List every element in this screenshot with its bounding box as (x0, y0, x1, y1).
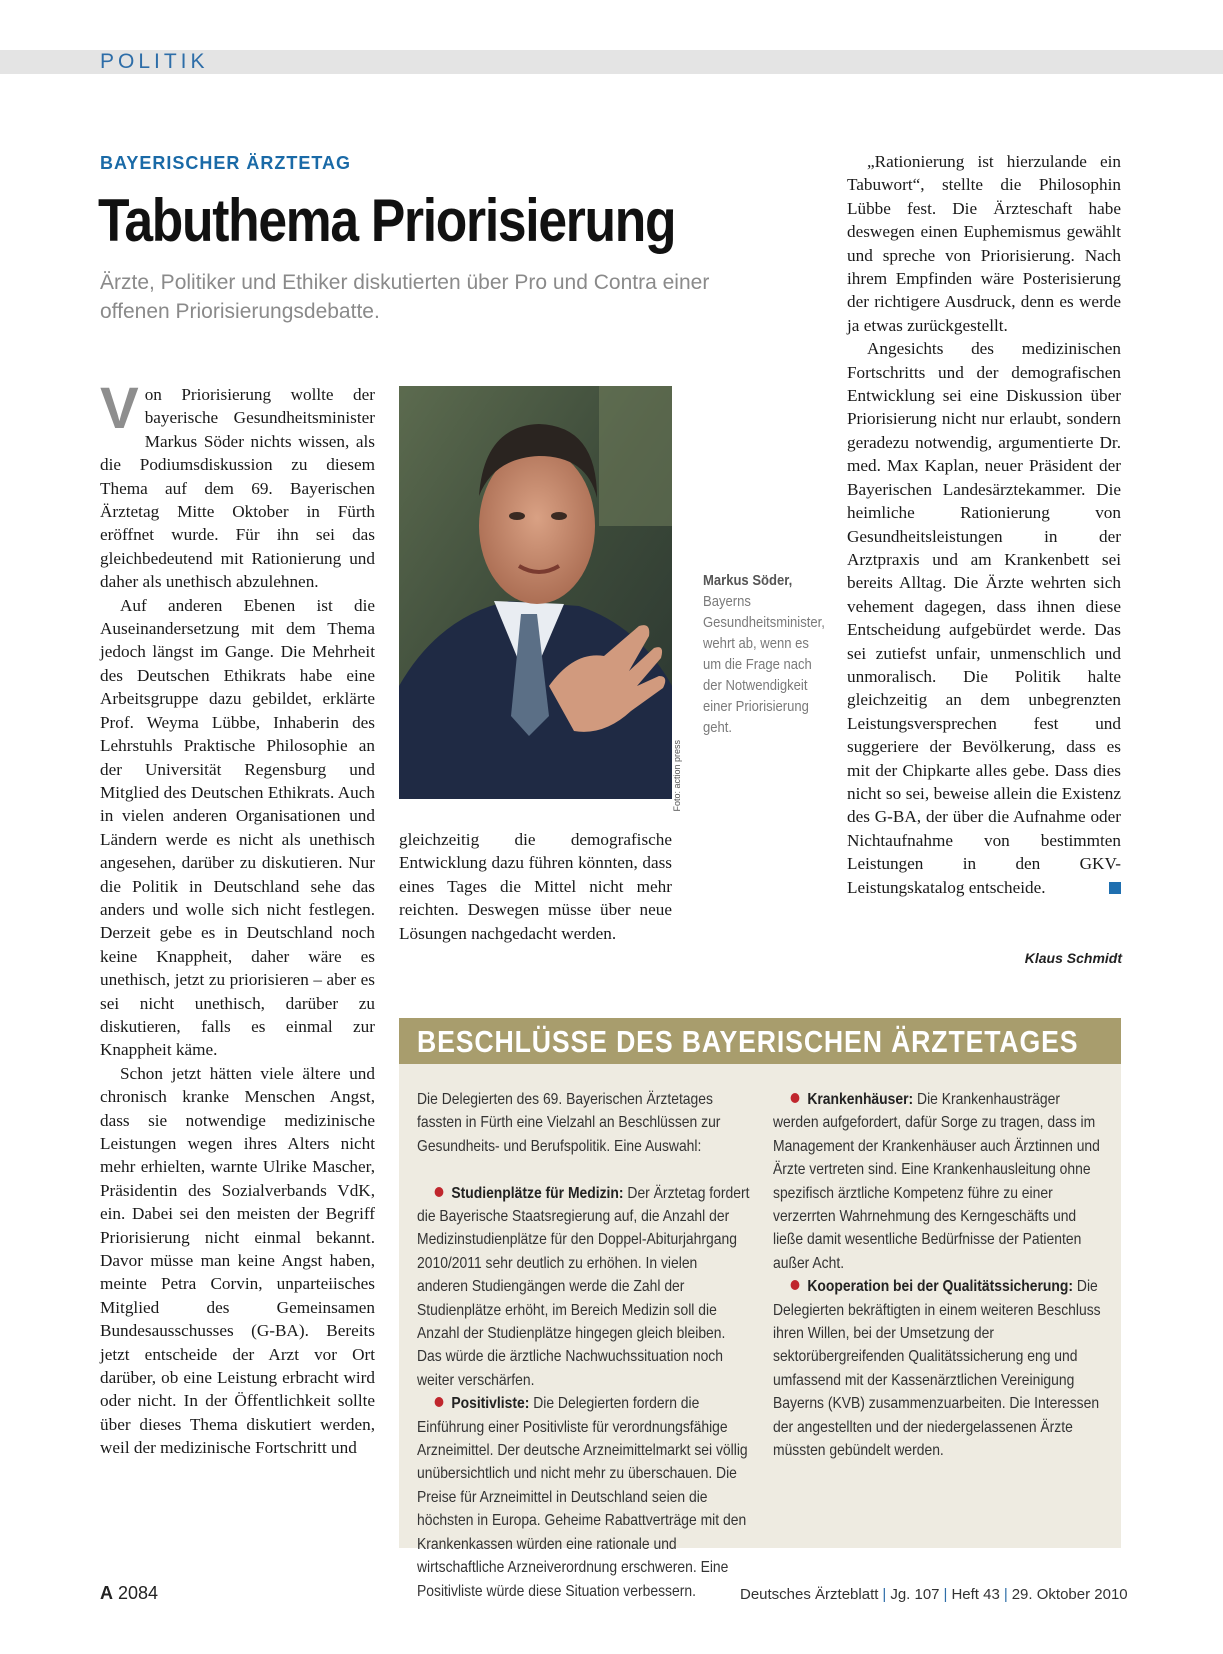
journal-name: Deutsches Ärzteblatt (740, 1586, 879, 1603)
article-paragraph-4: „Rationierung ist hierzulande ein Tabuwort“, stellte die Philosophin Lübbe fest. Die Ärzteschaft habe deswegen einen Euphemismus gewählt und spreche von Priorisierung. Nach ihrem Empfinden wäre Posterisierung der richtigere Ausdruck, denn es werde ja etwas zurückgestellt. (847, 152, 1121, 335)
article-paragraph-2: Auf anderen Ebenen ist die Auseinandersetzung mit dem Thema jedoch längst im Gange. Die Mehrheit des Deutschen Ethikrats habe eine Arbeitsgruppe dazu gebildet, erklärte Prof. Weyma Lübbe, Inhaberin des Lehrstuhls Praktische Philosophie an der Universität Regensburg und Mitglied des Deutschen Ethikrats. Auch in vielen anderen Organisationen und Ländern werde es nicht als unethisch angesehen, darüber zu diskutieren. Nur die Politik in Deutschland sehe das anders und wolle sich nicht festlegen. Derzeit gebe es in Deutschland noch keine Knappheit, daher wäre es unethisch, jetzt zu priorisieren – aber es sei nicht unethisch, darüber zu diskutieren, falls es einmal zur Knappheit käme. (100, 595, 375, 1060)
journal-date: 29. Oktober 2010 (1011, 1586, 1128, 1603)
journal-issue: Heft 43 (951, 1586, 1000, 1603)
bullet-icon (435, 1397, 444, 1407)
article-deck: Ärzte, Politiker und Ethiker diskutierten über Pro und Contra einer offenen Priorisierungsdebatte. (100, 271, 710, 323)
portrait-illustration (399, 386, 672, 799)
journal-footer: Deutsches Ärzteblatt | Jg. 107 | Heft 43 | 29. Oktober 2010 (740, 1586, 1128, 1603)
bullet-icon (435, 1187, 444, 1197)
article-paragraph-5: Angesichts des medizinischen Fortschritts und der demografischen Entwicklung sei eine Diskussion über Priorisierung nicht nur erlaubt, sondern geradezu notwendig, argumentierte Dr. med. Max Kaplan, neuer Präsident der Bayerischen Landesärztekammer. Die heimliche Rationierung von Gesundheitsleistungen in der Arztpraxis und am Krankenbett sei bereits Alltag. Die Ärzte wehrten sich vehement dagegen, dass ihnen diese Entscheidung aufgebürdet werde. Das sei zutiefst unfair, unmenschlich und unmoralisch. Die Politik halte gleichzeitig an dem unbegrenzten Leistungsversprechen fest und suggeriere der Bevölkerung, dass es mit der Chipkarte alles gebe. Dass dies nicht so sei, beweise allein die Existenz des G-BA, der über die Aufnahme oder Nichtaufnahme von bestimmten Leistungen in den GKV-Leistungskatalog entscheide. (847, 339, 1121, 897)
article-paragraph-3-continued: gleichzeitig die demografische Entwicklung dazu führen könnten, dass eines Tages die Mittel nicht mehr reichten. Deswegen müsse über neue Lösungen nachgedacht werden. (399, 830, 672, 943)
photo-caption (703, 571, 825, 739)
article-headline: Tabuthema Priorisierung (98, 187, 676, 254)
caption-name: Markus Söder, (703, 573, 793, 589)
end-of-article-mark (1109, 882, 1121, 894)
article-kicker: BAYERISCHER ÄRZTETAG (100, 153, 352, 173)
article-author: Klaus Schmidt (1024, 950, 1122, 966)
resolution-item: Positivliste: Die Delegierten fordern die Einführung einer Positivliste für verordnungsfähige Arzneimittel. Der deutsche Arzneimittelmarkt sei völlig unübersichtlich und nicht mehr zu überschauen. Die Preise für Arzneimittel in Deutschland seien die höchsten in Europa. Geheime Rabattverträge mit den Krankenkassen würden eine rationale und wirtschaftliche Arzneiverordnung erschweren. Eine Positivliste würde diese Situation verbessern. (417, 1395, 748, 1600)
journal-volume: Jg. 107 (890, 1586, 940, 1603)
resolution-item: Studienplätze für Medizin: Der Ärztetag fordert die Bayerische Staatsregierung auf, die Anzahl der Medizinstudienplätze für den Doppel-Abiturjahrgang 2010/2011 sehr deutlich zu erhöhen. In vielen anderen Studiengängen werde die Zahl der Studienplätze erhöht, im Bereich Medizin soll die Anzahl der Studienplätze hingegen gleich bleiben. Das würde die ärztliche Nachwuchssituation noch weiter verschärfen. (417, 1184, 750, 1389)
resolutions-column-2 (773, 1088, 1106, 1528)
page-number: A 2084 (100, 1583, 159, 1603)
drop-cap: V (100, 376, 139, 441)
resolutions-column-1 (417, 1088, 750, 1600)
resolution-item: Kooperation bei der Qualitätssicherung: Die Delegierten bekräftigten in einem weiteren Beschluss ihren Willen, bei der Umsetzung der sektorübergreifenden Qualitätssicherung eng und umfassend mit der Kassenärztlichen Vereinigung Bayerns (KVB) zusammenzuarbeiten. Die Interessen der angestellten und der niedergelassenen Ärzte müssten gebündelt werden. (773, 1278, 1101, 1460)
bullet-icon (791, 1280, 800, 1290)
article-column-2 (399, 828, 672, 973)
article-paragraph-1: Von Priorisierung wollte der bayerische Gesundheitsminister Markus Söder nichts wissen, als die Podiumsdiskussion zu diesem Thema auf dem 69. Bayerischen Ärztetag Mitte Oktober in Fürth eröffnet wurde. Für ihn sei das gleichbedeutend mit Rationierung und daher als unethisch abzulehnen. (100, 376, 375, 592)
section-label: POLITIK (100, 50, 209, 73)
caption-text: Bayerns Gesundheitsminister, wehrt ab, wenn es um die Frage nach der Notwendigkeit einer Priorisierung geht. (703, 594, 825, 736)
photo-credit: Foto: action press (672, 740, 682, 812)
photo-markus-soeder (399, 386, 672, 799)
resolution-item: Krankenhäuser: Die Krankenhausträger werden aufgefordert, dafür Sorge zu tragen, dass im Management der Krankenhäuser auch Ärztinnen und Ärzte vertreten sind. Eine Krankenhausleitung ohne spezifisch ärztliche Kompetenz führe zu einer verzerrten Wahrnehmung des Kerngeschäfts und ließe damit wesentliche Bedürfnisse der Patienten außer Acht. (773, 1091, 1100, 1272)
article-column-3 (847, 150, 1121, 950)
article-column-1 (100, 376, 375, 1558)
resolutions-intro: Die Delegierten des 69. Bayerischen Ärztetages fassten in Fürth eine Vielzahl an Beschlüssen zur Gesundheits- und Berufspolitik. Eine Auswahl: (417, 1091, 721, 1155)
article-paragraph-3: Schon jetzt hätten viele ältere und chronisch kranke Menschen Angst, dass sie notwendige medizinische Leistungen wegen ihres Alters nicht mehr erhielten, warnte Ulrike Mascher, Präsidentin des Sozialverbands VdK, ein. Dabei sei den meisten der Begriff Priorisierung nicht einmal bekannt. Davor müsse man keine Angst haben, meinte Petra Corvin, unparteiisches Mitglied des Gemeinsamen Bundesausschusses (G-BA). Bereits jetzt entscheide der Arzt vor Ort darüber, ob eine Leistung erbracht wird oder nicht. In der Öffentlichkeit sollte über dieses Thema diskutiert werden, weil der medizinische Fortschritt und (100, 1063, 375, 1458)
bullet-icon (791, 1093, 800, 1103)
resolutions-box-title: BESCHLÜSSE DES BAYERISCHEN ÄRZTETAGES (417, 1024, 1079, 1059)
